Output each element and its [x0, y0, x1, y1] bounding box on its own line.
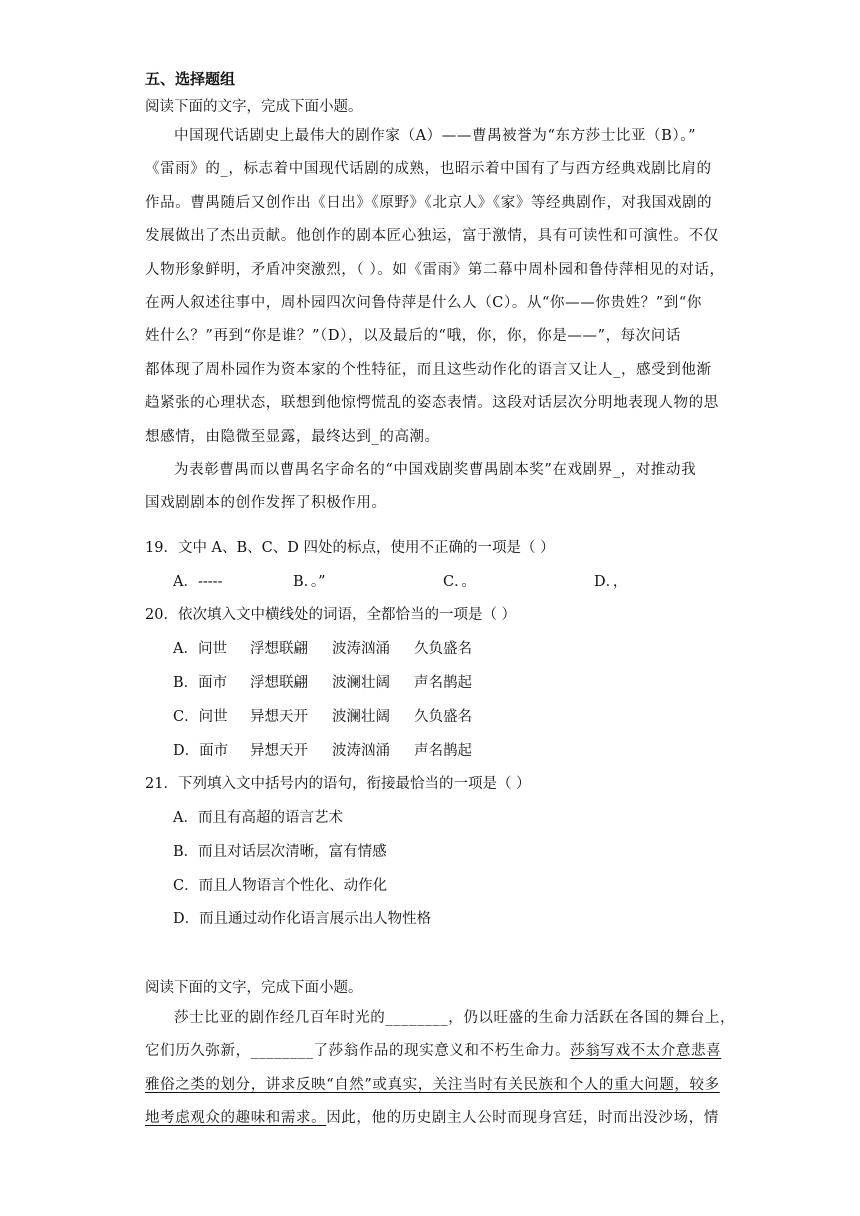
q20-b-word-3: 波澜壮阔 [332, 675, 390, 691]
q19-option-d[interactable]: D．， [594, 574, 628, 590]
q21-option-c[interactable]: C．而且人物语言个性化、动作化 [173, 878, 388, 894]
q20-c-word-2: 异想天开 [250, 709, 308, 725]
q20-b-word-1: B．面市 [173, 675, 228, 691]
passage-line: 中国现代话剧史上最伟大的剧作家（A）——曹禺被誉为“东方莎士比亚（B）。” [174, 128, 697, 144]
q20-a-word-1: A．问世 [173, 641, 227, 657]
passage-line: 在两人叙述往事中，周朴园四次问鲁侍萍是什么人（C）。从“你——你贵姓？”到“你 [145, 294, 702, 311]
passage-line: 想感情，由隐微至显露，最终达到_的高潮。 [145, 428, 440, 445]
q20-option-c[interactable] [173, 705, 472, 726]
passage-line: 《雷雨》的_，标志着中国现代话剧的成熟，也昭示着中国有了与西方经典戏剧比肩的 [145, 161, 712, 178]
question-19-stem: 19．文中 A、B、C、D 四处的标点，使用不正确的一项是（ ） [145, 540, 555, 556]
q20-d-word-2: 异想天开 [250, 743, 308, 759]
q20-a-word-3: 波涛汹涌 [332, 641, 390, 657]
passage-line: 趋紧张的心理状态，联想到他惊愕慌乱的姿态表情。这段对话层次分明地表现人物的思 [145, 395, 719, 412]
question-21-stem: 21．下列填入文中括号内的语句，衔接最恰当的一项是（ ） [145, 776, 531, 792]
q20-option-b[interactable] [173, 671, 472, 692]
q19-option-b[interactable]: B．。” [293, 574, 326, 590]
q20-c-word-3: 波澜壮阔 [332, 709, 390, 725]
underlined-sentence: 莎翁写戏不太介意悲喜 [570, 1043, 722, 1060]
q20-b-word-4: 声名鹊起 [414, 675, 472, 691]
passage-line: 都体现了周朴园作为资本家的个性特征，而且这些动作化的语言又让人_，感受到他渐 [145, 361, 712, 378]
text-run: 它们历久弥新， [145, 1043, 251, 1060]
passage-2-line [145, 1102, 717, 1135]
q19-option-c[interactable]: C．。 [443, 574, 476, 590]
q20-c-word-1: C．问世 [173, 709, 228, 725]
passage-line: 为表彰曹禺而以曹禺名字命名的“中国戏剧奖曹禺剧本奖”在戏剧界_，对推动我 [174, 461, 697, 478]
text-run: 了莎翁作品的现实意义和不朽生命力。 [313, 1043, 571, 1060]
q20-a-word-4: 久负盛名 [414, 641, 472, 657]
passage-line: 人物形象鲜明，矛盾冲突激烈，（ ）。如《雷雨》第二幕中周朴园和鲁侍萍相见的对话， [145, 261, 725, 278]
q20-option-a[interactable] [173, 637, 472, 658]
text-run: 因此，他的历史剧主人公时而现身宫廷，时而出没沙场，情 [326, 1110, 719, 1127]
q20-d-word-4: 声名鹊起 [414, 743, 472, 759]
fill-blank-1: ________ [385, 1010, 449, 1026]
question-20-stem: 20．依次填入文中横线处的词语，全都恰当的一项是（ ） [145, 607, 517, 623]
section-title: 五、选择题组 [145, 70, 236, 88]
fill-blank-2: ________ [250, 1043, 314, 1060]
q21-option-b[interactable]: B．而且对话层次清晰，富有情感 [173, 844, 387, 860]
q20-option-d[interactable] [173, 739, 472, 760]
passage-2-line [145, 1069, 720, 1102]
text-run: 莎士比亚的剧作经几百年时光的 [174, 1010, 386, 1026]
passage-line: 发展做出了杰出贡献。他创作的剧本匠心独运，富于激情，具有可读性和可演性。不仅 [145, 228, 719, 245]
q20-d-word-1: D．面市 [173, 743, 229, 759]
passage-2 [145, 1002, 736, 1136]
passage-2-line [145, 1002, 736, 1035]
passage-line: 姓什么？”再到“你是谁？”（D），以及最后的“哦，你，你，你是——”，每次问话 [145, 328, 682, 345]
q20-d-word-3: 波涛汹涌 [332, 743, 390, 759]
reading-instruction-2: 阅读下面的文字，完成下面小题。 [145, 980, 363, 996]
q19-option-a[interactable]: A．----- [173, 574, 223, 590]
reading-instruction: 阅读下面的文字，完成下面小题。 [145, 99, 363, 115]
underlined-sentence: 雅俗之类的划分，讲求反映“自然”或真实，关注当时有关民族和个人的重大问题，较多 [145, 1076, 720, 1093]
passage-1 [145, 120, 725, 521]
text-run: ，仍以旺盛的生命力活跃在各国的舞台上， [448, 1010, 736, 1026]
q21-option-a[interactable]: A．而且有高超的语言艺术 [173, 810, 343, 826]
passage-line: 国戏剧剧本的创作发挥了积极作用。 [145, 495, 387, 512]
underlined-sentence: 地考虑观众的趣味和需求。 [145, 1110, 327, 1127]
q20-a-word-2: 浮想联翩 [250, 641, 308, 657]
passage-line: 作品。曹禺随后又创作出《日出》《原野》《北京人》《家》等经典剧作，对我国戏剧的 [145, 194, 713, 211]
passage-2-line [145, 1035, 722, 1068]
q20-c-word-4: 久负盛名 [414, 709, 472, 725]
q21-option-d[interactable]: D．而且通过动作化语言展示出人物性格 [173, 911, 432, 927]
q20-b-word-2: 浮想联翩 [250, 675, 308, 691]
